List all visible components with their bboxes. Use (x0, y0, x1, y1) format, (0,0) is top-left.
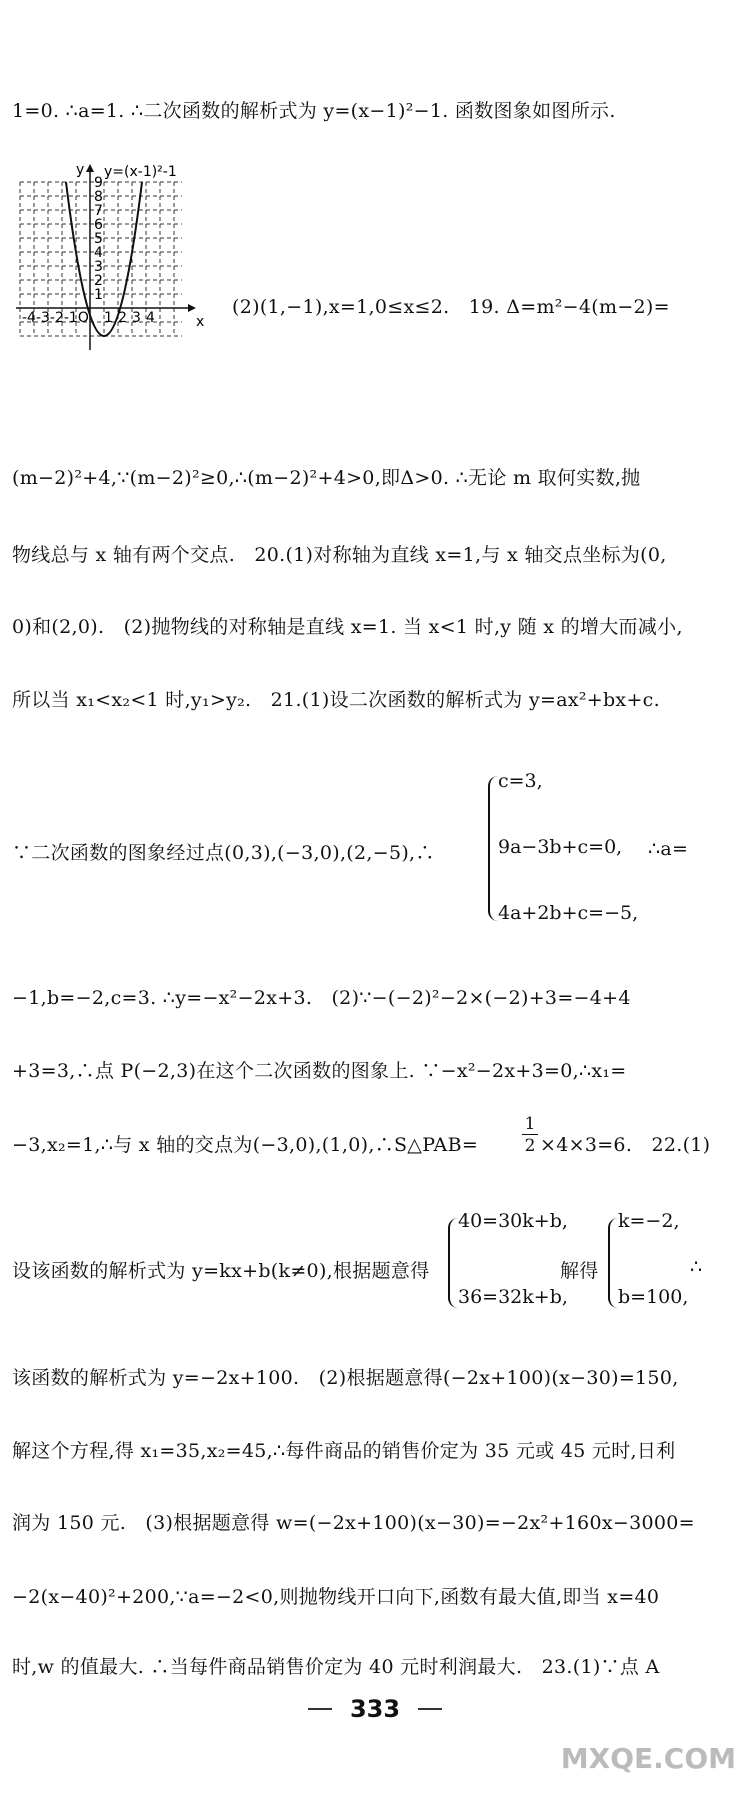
system-21 (498, 770, 648, 924)
text-line-4: 物线总与 x 轴有两个交点. 20.(1)对称轴为直线 x=1,与 x 轴交点坐标为(0, (12, 544, 667, 566)
text-line-13: 解这个方程,得 x₁=35,x₂=45,∴每件商品的销售价定为 35 元或 45 元时,日利 (12, 1440, 676, 1462)
y-tick-label: 8 (94, 189, 103, 205)
system-21-eq1: c=3, (498, 770, 543, 792)
text-line-1: 1=0. ∴a=1. ∴二次函数的解析式为 y=(x−1)²−1. 函数图象如图所示. (12, 100, 616, 122)
text-line-7: ∵二次函数的图象经过点(0,3),(−3,0),(2,−5),∴ (12, 842, 435, 864)
text-line-15: −2(x−40)²+200,∵a=−2<0,则抛物线开口向下,函数有最大值,即当 x=40 (12, 1586, 660, 1608)
solve-text: 解得 (560, 1260, 599, 1282)
text-line-6: 所以当 x₁<x₂<1 时,y₁>y₂. 21.(1)设二次函数的解析式为 y=ax²+bx+c. (12, 689, 660, 711)
fraction-numerator: 1 (522, 1114, 538, 1135)
y-tick-label: 3 (94, 259, 103, 275)
text-line-14: 润为 150 元. (3)根据题意得 w=(−2x+100)(x−30)=−2x²+160x−3000= (12, 1512, 695, 1534)
y-tick-label: 1 (94, 287, 103, 303)
text-line-12: 该函数的解析式为 y=−2x+100. (2)根据题意得(−2x+100)(x−30)=150, (12, 1367, 679, 1389)
text-line-3: (m−2)²+4,∵(m−2)²≥0,∴(m−2)²+4>0,即Δ>0. ∴无论 m 取何实数,抛 (12, 467, 641, 489)
y-tick-label: 4 (94, 245, 103, 261)
therefore-symbol: ∴ (690, 1256, 703, 1278)
text-line-11: 设该函数的解析式为 y=kx+b(k≠0),根据题意得 (12, 1260, 430, 1282)
system-22a-eq2: 36=32k+b, (458, 1286, 568, 1308)
x-tick-label: 4 (146, 310, 155, 326)
text-line-2: (2)(1,−1),x=1,0≤x≤2. 19. Δ=m²−4(m−2)= (232, 296, 670, 318)
text-line-7-end: ∴a= (648, 838, 689, 860)
text-line-9: +3=3,∴点 P(−2,3)在这个二次函数的图象上. ∵−x²−2x+3=0,∴x₁= (12, 1060, 627, 1082)
page-number: 333 (349, 1695, 401, 1723)
x-axis-arrow (188, 304, 196, 312)
origin-tick-label: 1 (104, 310, 113, 326)
x-tick-label: 2 (118, 310, 127, 326)
text-line-10-end: ×4×3=6. 22.(1) (540, 1134, 711, 1156)
text-line-16: 时,w 的值最大. ∴当每件商品销售价定为 40 元时利润最大. 23.(1)∵点 A (12, 1656, 660, 1678)
graph-title: y=(x-1)²-1 (104, 164, 177, 180)
y-tick-labels (94, 175, 103, 303)
text-line-10: −3,x₂=1,∴与 x 轴的交点为(−3,0),(1,0),∴S△PAB= (12, 1134, 479, 1156)
system-22b-eq2: b=100, (618, 1286, 689, 1308)
y-axis-label: y (76, 162, 85, 178)
x-tick-labels-left: -4-3-2-1O (22, 310, 89, 326)
y-tick-label: 6 (94, 217, 103, 233)
system-21-eq3: 4a+2b+c=−5, (498, 902, 639, 924)
y-tick-label: 5 (94, 231, 103, 247)
y-tick-label: 7 (94, 203, 103, 219)
fraction-denominator: 2 (524, 1136, 536, 1156)
text-line-8: −1,b=−2,c=3. ∴y=−x²−2x+3. (2)∵−(−2)²−2×(−2)+3=−4+4 (12, 987, 631, 1009)
y-tick-label: 2 (94, 273, 103, 289)
text-line-5: 0)和(2,0). (2)抛物线的对称轴是直线 x=1. 当 x<1 时,y 随 x 的增大而减小, (12, 616, 683, 638)
x-axis-label: x (196, 314, 205, 330)
system-21-eq2: 9a−3b+c=0, (498, 836, 623, 858)
watermark-logo: MXQE.COM (560, 1742, 736, 1775)
page-number-dash-right (418, 1708, 442, 1710)
system-22a-eq1: 40=30k+b, (458, 1210, 568, 1232)
fraction-half (522, 1114, 538, 1157)
system-22b-eq1: k=−2, (618, 1210, 680, 1232)
y-tick-label: 9 (94, 175, 103, 191)
y-axis-arrow (86, 164, 94, 172)
x-tick-label: 3 (132, 310, 141, 326)
system-22b (618, 1210, 698, 1310)
parabola-graph (12, 160, 212, 360)
